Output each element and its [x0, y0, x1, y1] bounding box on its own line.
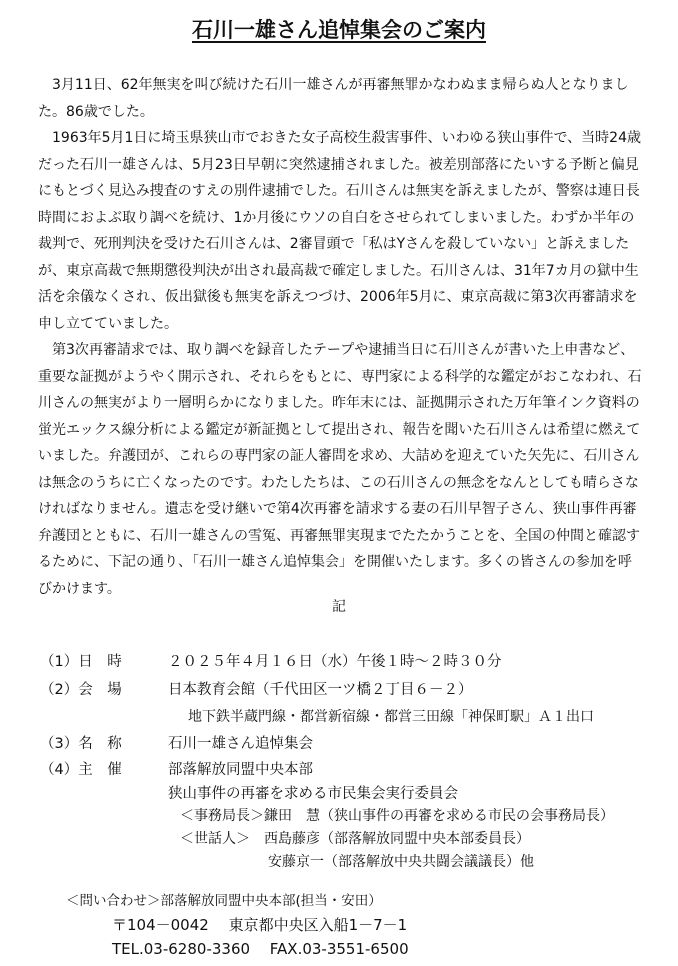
contact-address: 〒104－0042 東京都中央区入船1－7－1 [112, 916, 408, 934]
caretaker-line-2: 安藤京一（部落解放中央共闘会議議長）他 [268, 854, 534, 870]
datetime-value: ２０２５年４月１６日（水）午後１時～２時３０分 [168, 654, 502, 670]
caretaker-line-1: ＜世話人＞ 西島藤彦（部落解放同盟中央本部委員長） [180, 831, 530, 847]
organizer-2: 狭山事件の再審を求める市民集会実行委員会 [168, 786, 458, 802]
name-value: 石川一雄さん追悼集会 [168, 736, 313, 752]
paragraph-3: 第3次再審請求では、取り調べを録音したテープや逮捕当日に石川さんが書いた上申書など、重要な証拠がようやく開示され、それらをもとに、専門家による科学的な鑑定がおこなわれ、石川さんの無実がより一層明らかになりました。昨年末には、証拠開示された万年筆インク資料の蛍光エックス線分析による鑑定が新証拠として提出され、報告を聞いた石川さんは希望に燃えていました。弁護団が、これらの専門家の証人審問を求め、大詰めを迎えていた矢先に、石川さんは無念のうちに亡くなったのです。わたしたちは、この石川さんの無念をなんとしても晴らさなければなりません。遺志を受け継いで第4次再審を請求する妻の石川早智子さん、狭山事件再審弁護団とともに、石川一雄さんの雪冤、再審無罪実現までたたかうことを、全国の仲間と確認するために、下記の通り、「石川一雄さん追悼集会」を開催いたします。多くの皆さんの参加を呼びかけます。 [38, 342, 642, 597]
organizer-label: （4）主 催 [40, 762, 122, 778]
venue-access: 地下鉄半蔵門線・都営新宿線・都営三田線「神保町駅」Ａ１出口 [188, 709, 594, 725]
page-title-text: 石川一雄さん追悼集会のご案内 [192, 18, 486, 42]
contact-phone-fax: TEL.03-6280-3360 FAX.03-3551-6500 [112, 940, 409, 958]
page-title [0, 14, 678, 44]
name-label: （3）名 称 [40, 736, 122, 752]
organizer-1: 部落解放同盟中央本部 [168, 762, 313, 778]
paragraph-2: 1963年5月1日に埼玉県狭山市でおきた女子高校生殺害事件、いわゆる狭山事件で、当時24歳だった石川一雄さんは、5月23日早朝に突然逮捕されました。被差別部落にたいする予断と偏見にもとづく見込み捜査のすえの別件逮捕でした。石川さんは無実を訴えましたが、警察は連日長時間におよぶ取り調べを続け、1か月後にウソの自白をさせられてしまいました。わずか半年の裁判で、死刑判決を受けた石川さんは、2審冒頭で「私はYさんを殺していない」と訴えましたが、東京高裁で無期懲役判決が出され最高裁で確定しました。石川さんは、31年7カ月の獄中生活を余儀なくされ、仮出獄後も無実を訴えつづけ、2006年5月に、東京高裁に第3次再審請求を申し立てていました。 [38, 130, 641, 332]
contact-heading: ＜問い合わせ＞部落解放同盟中央本部(担当・安田） [66, 893, 382, 909]
datetime-label: （1）日 時 [40, 654, 122, 670]
venue-label: （2）会 場 [40, 682, 122, 698]
secretary-line: ＜事務局長＞鎌田 慧（狭山事件の再審を求める市民の会事務局長） [180, 808, 614, 824]
venue-value: 日本教育会館（千代田区一ツ橋２丁目６－２） [168, 682, 473, 698]
paragraph-1: 3月11日、62年無実を叫び続けた石川一雄さんが再審無罪かなわぬまま帰らぬ人となりました。86歳でした。 [38, 77, 629, 120]
body-text [38, 72, 642, 602]
ki-marker: 記 [332, 599, 346, 615]
